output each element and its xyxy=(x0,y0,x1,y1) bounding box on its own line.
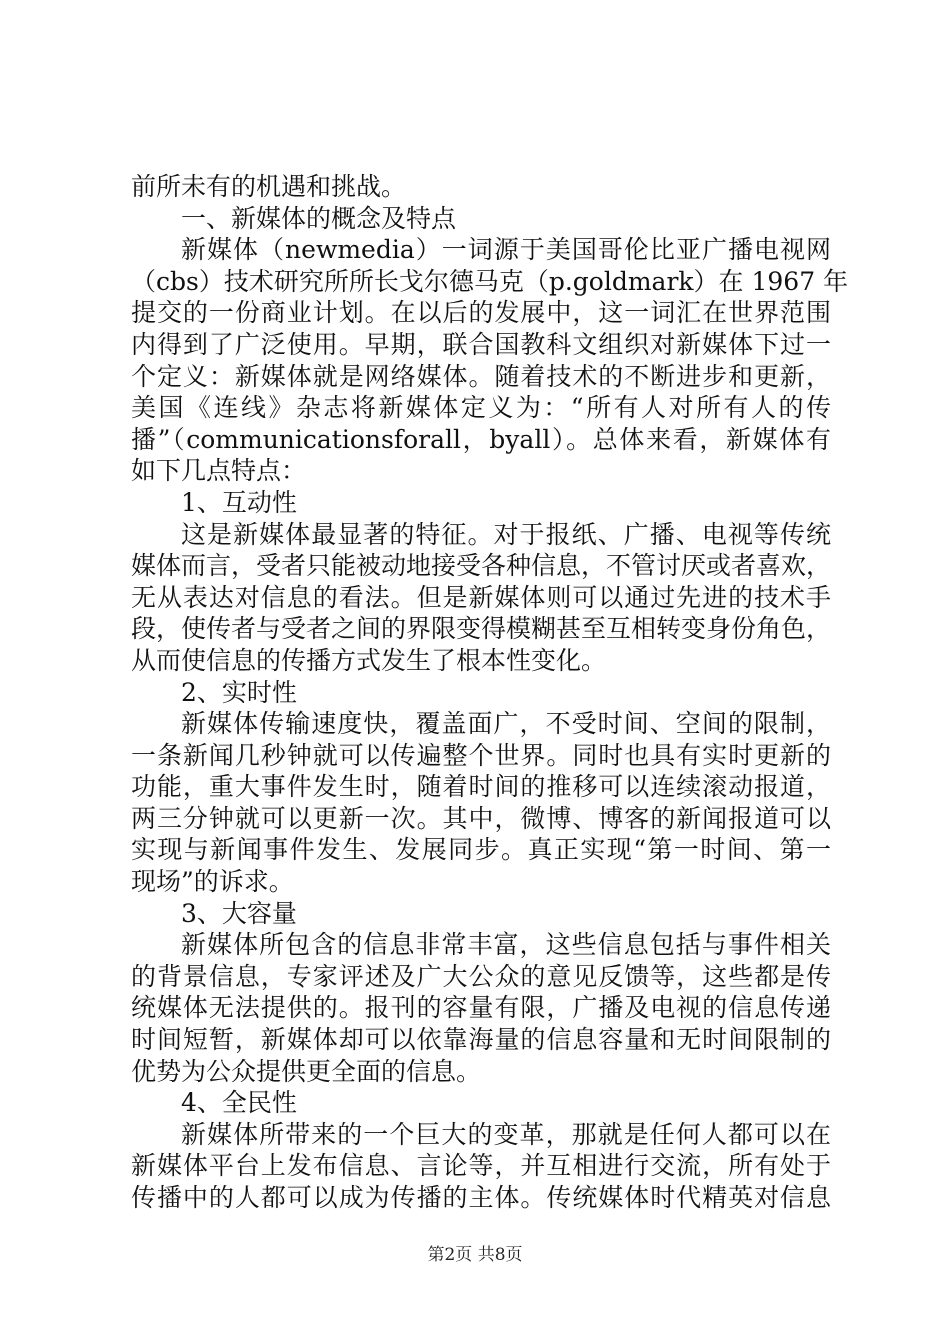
page-footer xyxy=(0,1240,950,1265)
text-line: 新媒体所带来的一个巨大的变革，那就是任何人都可以在 xyxy=(181,1119,831,1149)
text-line: 媒体而言，受者只能被动地接受各种信息，不管讨厌或者喜欢， xyxy=(131,551,832,581)
text-line: 传播中的人都可以成为传播的主体。传统媒体时代精英对信息 xyxy=(131,1183,831,1212)
text-line: 内得到了广泛使用。早期，联合国教科文组织对新媒体下过一 xyxy=(131,329,831,359)
section-heading: 1、互动性 xyxy=(181,487,297,517)
text-line: 新媒体传输速度快，覆盖面广，不受时间、空间的限制， xyxy=(181,709,831,739)
text-line: 播”（communicationsforall，byall）。总体来看，新媒体有 xyxy=(131,424,831,454)
section-heading: 一、新媒体的概念及特点 xyxy=(181,203,457,233)
section-heading: 3、大容量 xyxy=(181,898,297,928)
text-line: 从而使信息的传播方式发生了根本性变化。 xyxy=(131,645,607,675)
text-line: 新媒体（newmedia）一词源于美国哥伦比亚广播电视网 xyxy=(181,235,831,265)
text-line: 这是新媒体最显著的特征。对于报纸、广播、电视等传统 xyxy=(181,519,831,549)
page-number-label: 第2页 共8页 xyxy=(427,1245,523,1265)
text-line: 段，使传者与受者之间的界限变得模糊甚至互相转变身份角色， xyxy=(131,614,832,644)
section-heading: 2、实时性 xyxy=(181,677,297,707)
text-line: 实现与新闻事件发生、发展同步。真正实现“第一时间、第一 xyxy=(131,835,831,865)
text-line: 前所未有的机遇和挑战。 xyxy=(131,172,407,201)
text-line: 个定义：新媒体就是网络媒体。随着技术的不断进步和更新， xyxy=(131,361,831,391)
text-line: 提交的一份商业计划。在以后的发展中，这一词汇在世界范围 xyxy=(131,298,831,328)
text-line: 美国《连线》杂志将新媒体定义为：“所有人对所有人的传 xyxy=(131,393,831,423)
text-line: 统媒体无法提供的。报刊的容量有限，广播及电视的信息传递 xyxy=(131,993,831,1023)
text-line: 优势为公众提供更全面的信息。 xyxy=(131,1056,482,1086)
section-heading: 4、全民性 xyxy=(181,1088,297,1118)
text-line: 无从表达对信息的看法。但是新媒体则可以通过先进的技术手 xyxy=(131,582,831,612)
text-line: 如下几点特点： xyxy=(131,456,307,486)
text-line: 的背景信息，专家评述及广大公众的意见反馈等，这些都是传 xyxy=(131,961,831,991)
text-line: 新媒体平台上发布信息、言论等，并互相进行交流，所有处于 xyxy=(131,1151,831,1181)
text-line: 一条新闻几秒钟就可以传遍整个世界。同时也具有实时更新的 xyxy=(131,740,831,770)
text-line: 两三分钟就可以更新一次。其中，微博、博客的新闻报道可以 xyxy=(131,803,831,833)
text-line: （cbs）技术研究所所长戈尔德马克（p.goldmark）在 1967 年 xyxy=(131,266,849,296)
text-line: 现场”的诉求。 xyxy=(131,867,294,897)
text-line: 新媒体所包含的信息非常丰富，这些信息包括与事件相关 xyxy=(181,930,831,960)
body-text xyxy=(131,171,849,1214)
text-line: 时间短暂，新媒体却可以依靠海量的信息容量和无时间限制的 xyxy=(131,1025,831,1055)
text-line: 功能，重大事件发生时，随着时间的推移可以连续滚动报道， xyxy=(131,772,831,802)
